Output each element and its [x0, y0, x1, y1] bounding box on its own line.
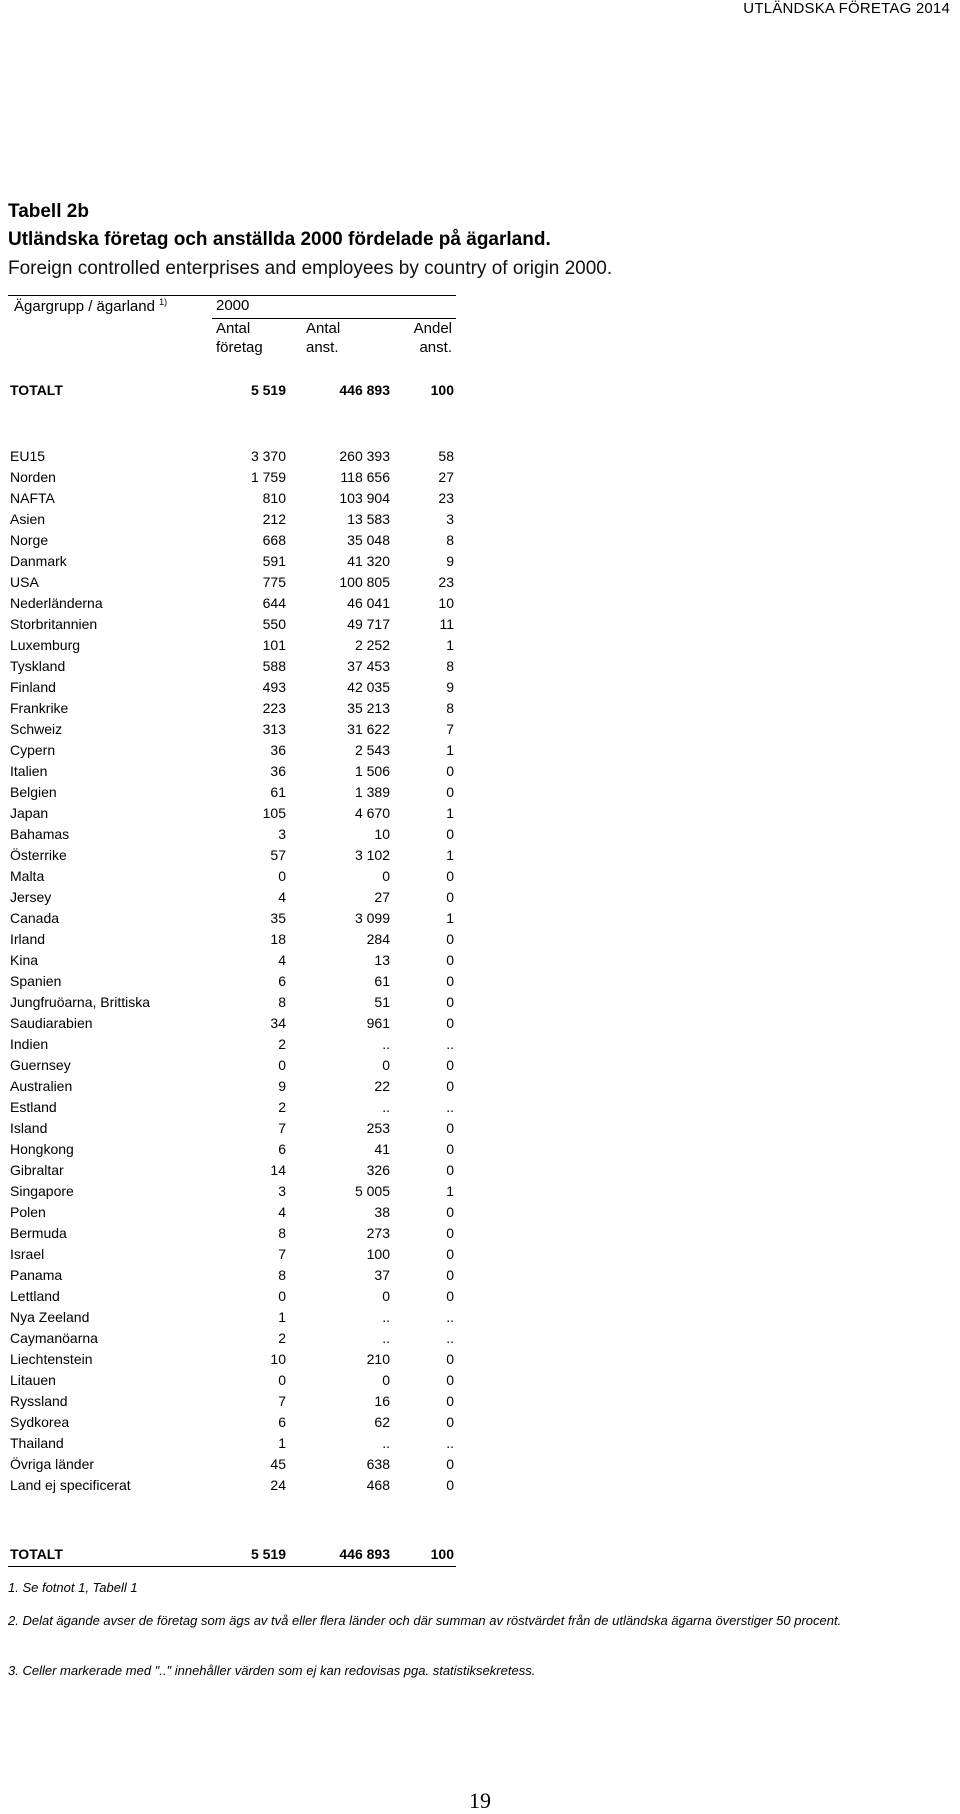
row-employees: 37: [374, 1267, 390, 1283]
row-share: 0: [446, 1414, 454, 1430]
row-firms: 8: [278, 1267, 286, 1283]
row-label: Norge: [10, 532, 49, 548]
footnote-3: 3. Celler markerade med ".." innehåller värden som ej kan redovisas pga. statistiksekretess.: [8, 1663, 536, 1678]
col-group-header: Ägargrupp / ägarland $^{1)}$: [14, 297, 168, 315]
row-employees: 38: [374, 1204, 390, 1220]
row-firms: 8: [278, 994, 286, 1010]
row-firms: 34: [270, 1015, 286, 1031]
row-firms: 668: [262, 532, 286, 548]
row-label: Schweiz: [10, 721, 63, 737]
total-label: TOTALT: [10, 1546, 63, 1562]
row-label: Singapore: [10, 1183, 74, 1199]
row-employees: 0: [382, 1288, 390, 1304]
row-firms: 6: [278, 973, 286, 989]
row-share: 0: [446, 1456, 454, 1472]
row-employees: 100 805: [339, 574, 390, 590]
row-employees: 3 102: [354, 847, 390, 863]
total-employees: 446 893: [339, 382, 390, 398]
row-share: 0: [446, 1288, 454, 1304]
table-bottom-rule: [8, 1566, 456, 1567]
row-share: 0: [446, 1078, 454, 1094]
row-employees: 100: [366, 1246, 390, 1262]
row-share: 0: [446, 784, 454, 800]
row-share: 9: [446, 679, 454, 695]
row-firms: 105: [262, 805, 286, 821]
total-firms: 5 519: [250, 1546, 286, 1562]
row-share: 58: [438, 448, 454, 464]
total-label: TOTALT: [10, 382, 63, 398]
row-firms: 61: [270, 784, 286, 800]
row-firms: 6: [278, 1141, 286, 1157]
row-firms: 0: [278, 1057, 286, 1073]
table-title-block: [8, 200, 612, 282]
row-firms: 9: [278, 1078, 286, 1094]
row-employees: 253: [366, 1120, 390, 1136]
row-employees: 326: [366, 1162, 390, 1178]
row-share: 0: [446, 1393, 454, 1409]
row-employees: ..: [382, 1036, 390, 1052]
row-firms: 7: [278, 1393, 286, 1409]
row-employees: ..: [382, 1099, 390, 1115]
row-employees: 961: [366, 1015, 390, 1031]
row-label: Canada: [10, 910, 60, 926]
row-label: Island: [10, 1120, 48, 1136]
row-label: Övriga länder: [10, 1456, 95, 1472]
row-label: Bermuda: [10, 1225, 67, 1241]
row-firms: 1: [278, 1309, 286, 1325]
row-firms: 313: [262, 721, 286, 737]
row-firms: 7: [278, 1120, 286, 1136]
row-employees: 2 252: [354, 637, 390, 653]
row-label: Land ej specificerat: [10, 1477, 131, 1493]
row-share: 1: [446, 847, 454, 863]
row-share: 0: [446, 931, 454, 947]
table-title-swedish: Utländska företag och anställda 2000 fördelade på ägarland.: [8, 229, 551, 250]
row-share: 1: [446, 637, 454, 653]
row-share: ..: [446, 1099, 454, 1115]
row-firms: 0: [278, 1372, 286, 1388]
row-label: NAFTA: [10, 490, 55, 506]
footnote-1: 1. Se fotnot 1, Tabell 1: [8, 1580, 138, 1595]
row-share: 0: [446, 889, 454, 905]
row-firms: 644: [262, 595, 286, 611]
row-firms: 36: [270, 742, 286, 758]
row-share: 8: [446, 700, 454, 716]
row-employees: 46 041: [347, 595, 390, 611]
row-employees: 22: [374, 1078, 390, 1094]
row-firms: 7: [278, 1246, 286, 1262]
row-label: Jersey: [10, 889, 52, 905]
year-header: 2000: [216, 297, 250, 314]
row-share: 0: [446, 1120, 454, 1136]
row-employees: 260 393: [339, 448, 390, 464]
row-firms: 775: [262, 574, 286, 590]
row-employees: 5 005: [354, 1183, 390, 1199]
row-share: 27: [438, 469, 454, 485]
page-number: 19: [469, 1788, 491, 1813]
row-share: 0: [446, 1225, 454, 1241]
row-share: 9: [446, 553, 454, 569]
row-employees: 61: [374, 973, 390, 989]
row-label: Guernsey: [10, 1057, 71, 1073]
row-firms: 591: [262, 553, 286, 569]
row-label: Indien: [10, 1036, 49, 1052]
row-share: 0: [446, 1204, 454, 1220]
table-title-english: Foreign controlled enterprises and employees by country of origin 2000.: [8, 258, 613, 279]
row-employees: 210: [366, 1351, 390, 1367]
row-employees: 273: [366, 1225, 390, 1241]
row-label: Nya Zeeland: [10, 1309, 90, 1325]
row-firms: 3 370: [250, 448, 286, 464]
col-share-header-line1: Andel: [413, 320, 452, 337]
row-employees: 41: [374, 1141, 390, 1157]
row-label: Kina: [10, 952, 39, 968]
row-label: Finland: [10, 679, 56, 695]
row-firms: 18: [270, 931, 286, 947]
col-share-header-line2: anst.: [419, 339, 452, 356]
row-firms: 1 759: [250, 469, 286, 485]
row-employees: 4 670: [354, 805, 390, 821]
row-employees: 49 717: [347, 616, 390, 632]
row-share: 0: [446, 952, 454, 968]
row-label: Norden: [10, 469, 56, 485]
row-label: Cypern: [10, 742, 56, 758]
row-firms: 2: [278, 1099, 286, 1115]
row-share: 1: [446, 910, 454, 926]
row-firms: 588: [262, 658, 286, 674]
row-share: ..: [446, 1309, 454, 1325]
year-underline: [212, 318, 456, 319]
row-label: USA: [10, 574, 39, 590]
row-firms: 14: [270, 1162, 286, 1178]
row-firms: 1: [278, 1435, 286, 1451]
row-share: 0: [446, 826, 454, 842]
row-label: Danmark: [10, 553, 67, 569]
row-label: Nederländerna: [10, 595, 103, 611]
footnote-2: 2. Delat ägande avser de företag som ägs av två eller flera länder och där summan av röstvärdet från de utländska ägarna överstiger 50 procent.: [8, 1613, 842, 1628]
row-employees: 37 453: [347, 658, 390, 674]
row-label: Estland: [10, 1099, 57, 1115]
row-firms: 4: [278, 952, 286, 968]
row-firms: 0: [278, 1288, 286, 1304]
row-label: Ryssland: [10, 1393, 68, 1409]
total-employees: 446 893: [339, 1546, 390, 1562]
row-firms: 4: [278, 1204, 286, 1220]
row-firms: 2: [278, 1330, 286, 1346]
row-share: 0: [446, 1267, 454, 1283]
row-share: 8: [446, 532, 454, 548]
row-share: 0: [446, 994, 454, 1010]
row-label: Malta: [10, 868, 45, 884]
row-label: Irland: [10, 931, 46, 947]
row-firms: 223: [262, 700, 286, 716]
row-firms: 45: [270, 1456, 286, 1472]
row-employees: ..: [382, 1309, 390, 1325]
row-share: 0: [446, 868, 454, 884]
row-firms: 2: [278, 1036, 286, 1052]
row-employees: 103 904: [339, 490, 390, 506]
row-employees: 41 320: [347, 553, 390, 569]
row-employees: 13: [374, 952, 390, 968]
row-label: Saudiarabien: [10, 1015, 93, 1031]
row-label: Luxemburg: [10, 637, 81, 653]
row-employees: ..: [382, 1330, 390, 1346]
row-label: Spanien: [10, 973, 62, 989]
row-share: 8: [446, 658, 454, 674]
row-label: Storbritannien: [10, 616, 98, 632]
row-employees: 1 389: [354, 784, 390, 800]
header-top-rule: [8, 295, 456, 296]
row-firms: 36: [270, 763, 286, 779]
row-share: ..: [446, 1036, 454, 1052]
row-employees: 16: [374, 1393, 390, 1409]
row-label: Liechtenstein: [10, 1351, 93, 1367]
row-label: Bahamas: [10, 826, 70, 842]
row-firms: 10: [270, 1351, 286, 1367]
row-employees: 2 543: [354, 742, 390, 758]
row-employees: 31 622: [347, 721, 390, 737]
row-share: 0: [446, 1351, 454, 1367]
row-firms: 212: [262, 511, 286, 527]
table-number: Tabell 2b: [8, 201, 89, 222]
row-share: 0: [446, 1015, 454, 1031]
row-label: Caymanöarna: [10, 1330, 98, 1346]
row-share: 23: [438, 490, 454, 506]
row-label: Litauen: [10, 1372, 56, 1388]
col-employees-header-line1: Antal: [306, 320, 341, 337]
row-share: 1: [446, 742, 454, 758]
row-label: Thailand: [10, 1435, 64, 1451]
row-employees: 3 099: [354, 910, 390, 926]
row-firms: 57: [270, 847, 286, 863]
row-share: 0: [446, 1246, 454, 1262]
row-employees: 0: [382, 1372, 390, 1388]
row-share: 1: [446, 805, 454, 821]
row-employees: ..: [382, 1435, 390, 1451]
row-firms: 493: [262, 679, 286, 695]
row-label: Israel: [10, 1246, 45, 1262]
row-label: Polen: [10, 1204, 46, 1220]
row-employees: 10: [374, 826, 390, 842]
row-label: Lettland: [10, 1288, 60, 1304]
row-employees: 468: [366, 1477, 390, 1493]
row-firms: 6: [278, 1414, 286, 1430]
running-header: UTLÄNDSKA FÖRETAG 2014: [743, 0, 950, 17]
row-share: 0: [446, 1162, 454, 1178]
col-employees-header-line2: anst.: [306, 339, 339, 356]
row-share: 11: [439, 616, 454, 632]
row-share: 0: [446, 1372, 454, 1388]
row-share: ..: [446, 1330, 454, 1346]
row-employees: 0: [382, 1057, 390, 1073]
row-label: Hongkong: [10, 1141, 74, 1157]
row-label: Asien: [10, 511, 46, 527]
total-firms: 5 519: [250, 382, 286, 398]
row-label: Panama: [10, 1267, 63, 1283]
row-employees: 284: [366, 931, 390, 947]
row-label: Frankrike: [10, 700, 69, 716]
row-share: 0: [446, 763, 454, 779]
row-employees: 27: [374, 889, 390, 905]
row-label: Australien: [10, 1078, 73, 1094]
row-share: 0: [446, 1477, 454, 1493]
row-employees: 51: [374, 994, 390, 1010]
row-label: Tyskland: [10, 658, 66, 674]
total-share: 100: [430, 1546, 454, 1562]
row-firms: 24: [270, 1477, 286, 1493]
row-employees: 638: [366, 1456, 390, 1472]
row-firms: 810: [262, 490, 286, 506]
row-firms: 550: [262, 616, 286, 632]
row-firms: 35: [270, 910, 286, 926]
col-firms-header-line2: företag: [216, 339, 263, 356]
row-share: 23: [438, 574, 454, 590]
row-label: EU15: [10, 448, 46, 464]
row-share: 0: [446, 1141, 454, 1157]
row-employees: 0: [382, 868, 390, 884]
row-employees: 13 583: [347, 511, 390, 527]
row-employees: 35 213: [347, 700, 390, 716]
row-share: 0: [446, 973, 454, 989]
row-firms: 101: [262, 637, 286, 653]
row-label: Österrike: [10, 847, 67, 863]
row-share: 1: [446, 1183, 454, 1199]
row-share: 0: [446, 1057, 454, 1073]
row-label: Sydkorea: [10, 1414, 70, 1430]
row-employees: 42 035: [347, 679, 390, 695]
row-employees: 1 506: [354, 763, 390, 779]
row-share: 10: [438, 595, 454, 611]
total-share: 100: [430, 382, 454, 398]
row-firms: 4: [278, 889, 286, 905]
row-employees: 118 656: [340, 469, 390, 485]
row-share: 3: [446, 511, 454, 527]
row-employees: 35 048: [347, 532, 390, 548]
col-firms-header-line1: Antal: [216, 320, 251, 337]
row-share: ..: [446, 1435, 454, 1451]
row-employees: 62: [374, 1414, 390, 1430]
row-label: Jungfruöarna, Brittiska: [10, 994, 151, 1010]
row-label: Japan: [10, 805, 49, 821]
row-firms: 8: [278, 1225, 286, 1241]
row-share: 7: [446, 721, 454, 737]
row-label: Belgien: [10, 784, 57, 800]
row-firms: 3: [278, 1183, 286, 1199]
row-label: Gibraltar: [10, 1162, 64, 1178]
row-firms: 0: [278, 868, 286, 884]
row-label: Italien: [10, 763, 48, 779]
row-firms: 3: [278, 826, 286, 842]
